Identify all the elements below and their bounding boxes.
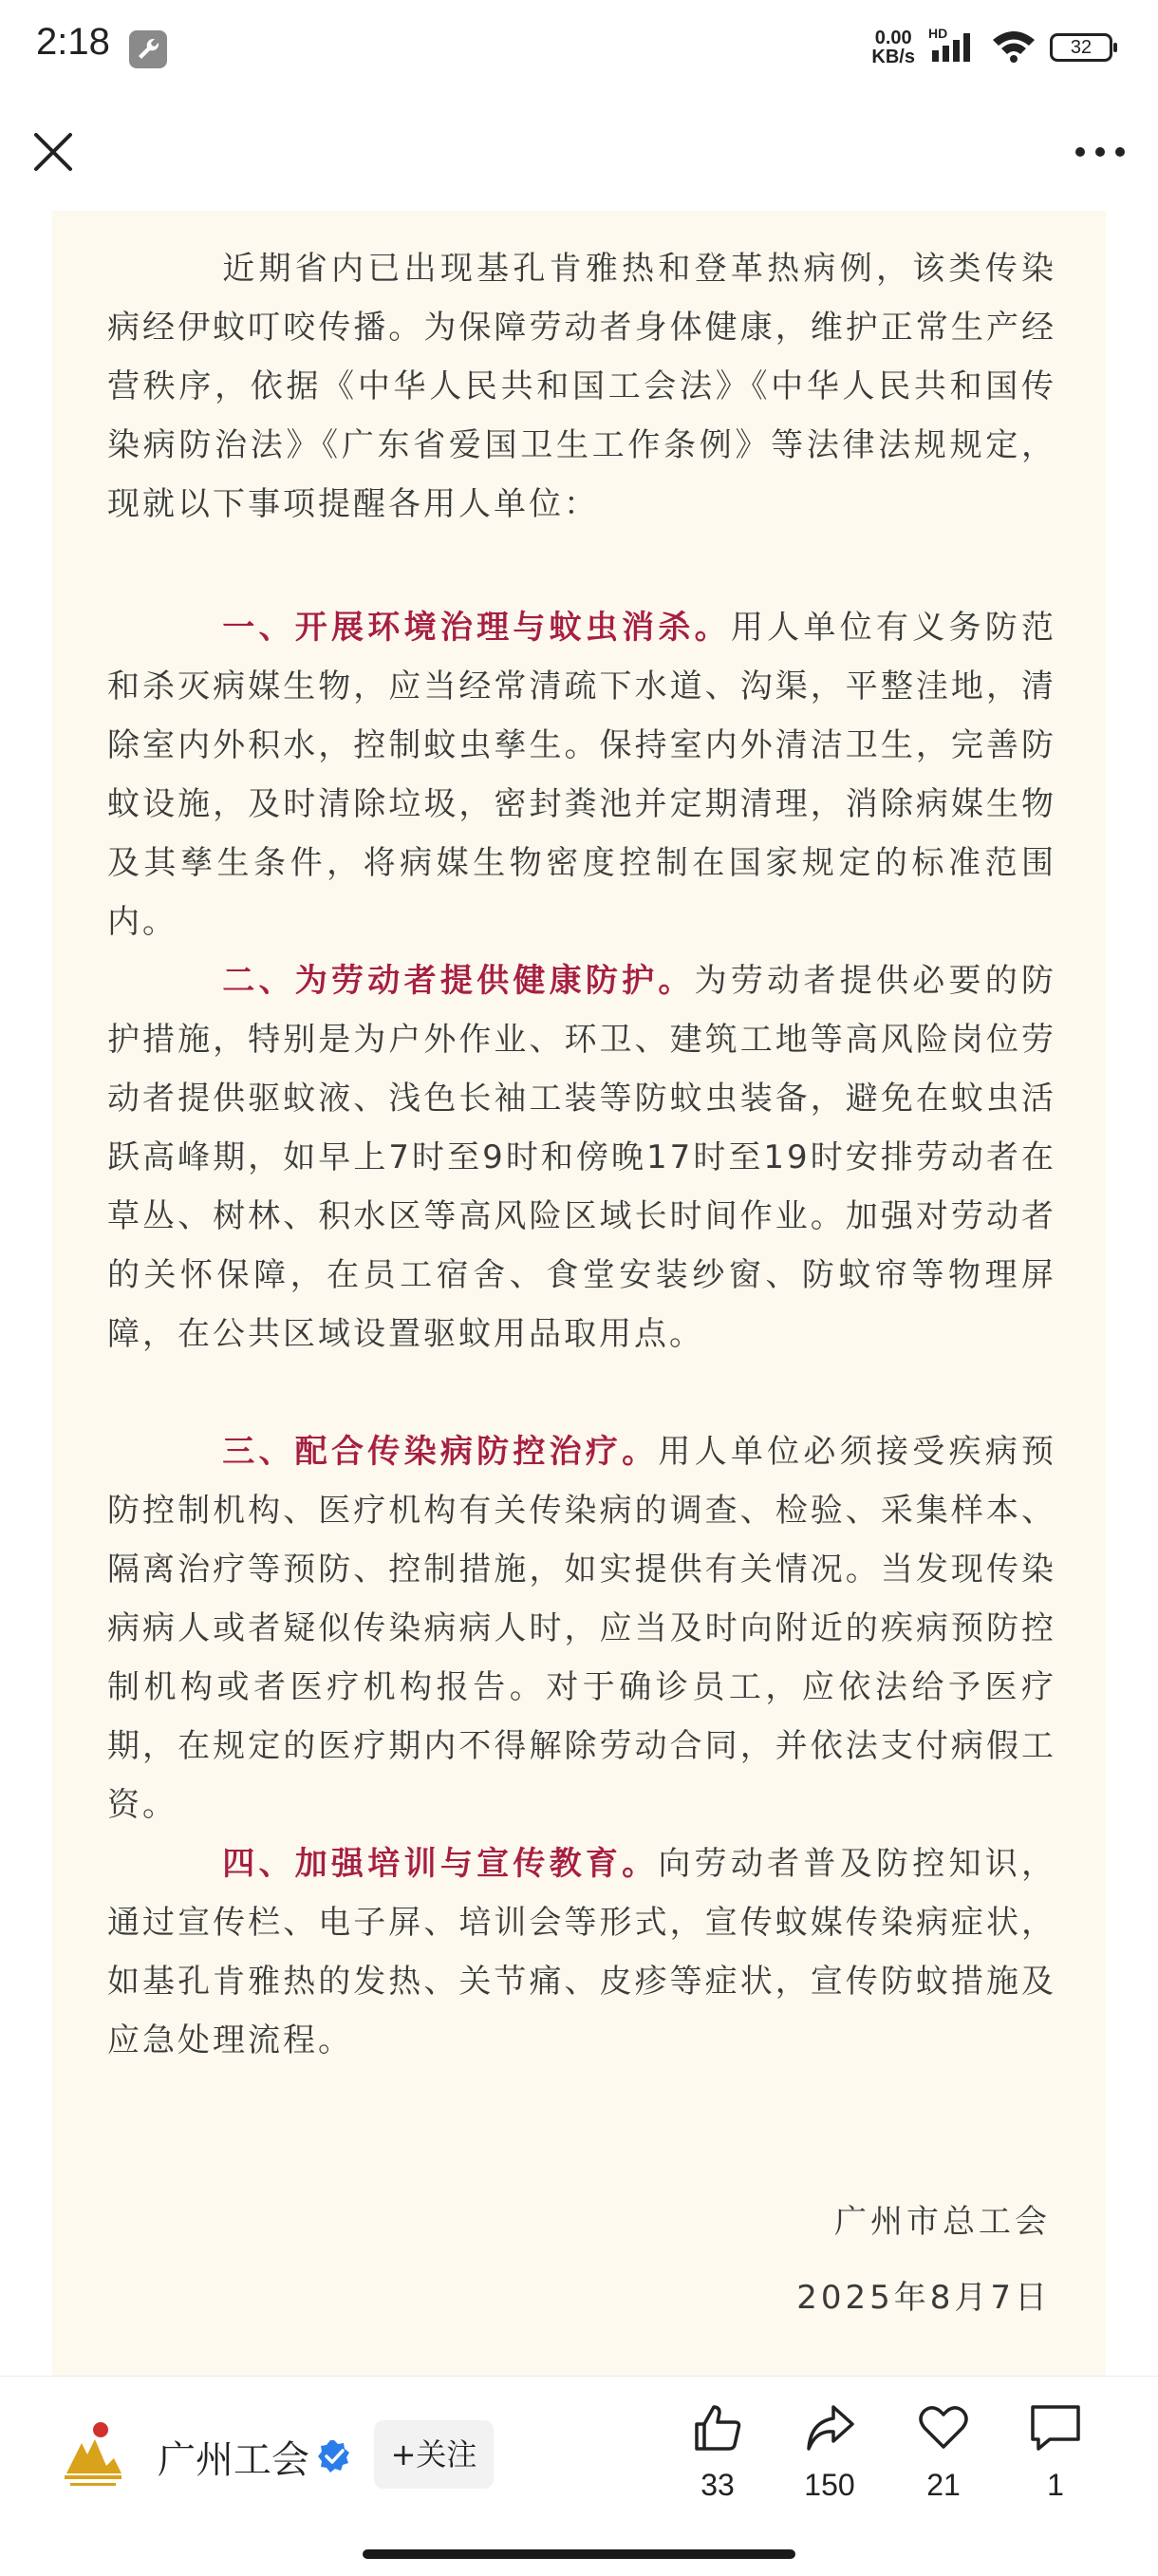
close-icon — [25, 123, 82, 180]
favorite-button[interactable] — [887, 2401, 1000, 2503]
article-intro — [107, 239, 1056, 534]
favorite-count: 21 — [926, 2468, 961, 2502]
section-body: 向劳动者普及防控知识，通过宣传栏、电子屏、培训会等形式，宣传蚊媒传染病症状，如基孔肯雅热的发热、关节痛、皮疹等症状，宣传防蚊措施及应急处理流程。 — [107, 1845, 1056, 2059]
section-body: 用人单位必须接受疾病预防控制机构、医疗机构有关传染病的调查、检验、采集样本、隔离治疗等预防、控制措施，如实提供有关情况。当发现传染病病人或者疑似传染病病人时，应当及时向附近的疾病预防控制机构或者医疗机构报告。对于确诊员工，应依法给予医疗期，在规定的医疗期内不得解除劳动合同，并依法支付病假工资。 — [107, 1433, 1056, 1824]
network-speed — [871, 28, 915, 66]
signal-icon — [928, 26, 978, 64]
section-body: 为劳动者提供必要的防护措施，特别是为户外作业、环卫、建筑工地等高风险岗位劳动者提供驱蚊液、浅色长袖工装等防蚊虫装备，避免在蚊虫活跃高峰期，如早上7时至9时和傍晚17时至19时安排劳动者在草丛、树林、积水区等高风险区域长时间作业。加强对劳动者的关怀保障，在员工宿舍、食堂安装纱窗、防蚊帘等物理屏障，在公共区域设置驱蚊用品取用点。 — [107, 962, 1057, 1353]
signal-hd-label: HD — [928, 26, 948, 41]
home-indicator[interactable] — [363, 2549, 795, 2559]
more-icon — [1067, 123, 1133, 180]
wifi-icon — [991, 28, 1037, 66]
union-logo-icon — [55, 2416, 131, 2492]
account-name[interactable]: 广州工会 — [158, 2438, 309, 2482]
comment-count: 1 — [1047, 2468, 1064, 2502]
status-time: 2:18 — [36, 21, 110, 63]
article-section-1 — [107, 598, 1056, 951]
section-heading: 一、开展环境治理与蚊虫消杀。 — [221, 609, 731, 647]
like-button[interactable] — [661, 2401, 775, 2503]
section-body: 用人单位有义务防范和杀灭病媒生物，应当经常清疏下水道、沟渠，平整洼地，清除室内外积水，控制蚊虫孳生。保持室内外清洁卫生，完善防蚊设施，及时清除垃圾，密封粪池并定期清理，消除病媒生物及其孳生条件，将病媒生物密度控制在国家规定的标准范围内。 — [107, 609, 1057, 941]
status-indicators — [871, 28, 1112, 66]
comment-button[interactable] — [999, 2401, 1112, 2503]
status-bar — [0, 0, 1158, 104]
network-speed-unit: KB/s — [871, 47, 915, 67]
intro-text: 近期省内已出现基孔肯雅热和登革热病例，该类传染病经伊蚊叮咬传播。为保障劳动者身体健康，维护正常生产经营秩序，依据《中华人民共和国工会法》《中华人民共和国传染病防治法》《广东省爱国卫生工作条例》等法律法规规定，现就以下事项提醒各用人单位： — [107, 250, 1056, 523]
verified-badge-icon — [317, 2439, 351, 2473]
article-section-3 — [107, 1422, 1056, 1834]
account-logo[interactable] — [55, 2416, 131, 2492]
heart-icon — [917, 2401, 970, 2454]
share-count: 150 — [804, 2468, 855, 2502]
article-body — [52, 211, 1106, 2376]
battery-icon: 32 — [1050, 33, 1112, 62]
network-speed-value: 0.00 — [874, 28, 912, 48]
top-nav — [0, 104, 1158, 209]
share-button[interactable] — [773, 2401, 887, 2503]
share-icon — [803, 2401, 856, 2454]
article-section-2 — [107, 951, 1056, 1363]
section-heading: 三、配合传染病防控治疗。 — [221, 1433, 659, 1471]
signature-date: 2025年8月7日 — [796, 2279, 1051, 2317]
comment-icon — [1027, 2401, 1084, 2454]
bottom-action-bar — [0, 2376, 1158, 2576]
section-heading: 二、为劳动者提供健康防护。 — [221, 962, 695, 1000]
close-button[interactable] — [25, 123, 82, 180]
like-count: 33 — [700, 2468, 735, 2502]
article-section-4 — [107, 1834, 1056, 2070]
wrench-icon — [129, 30, 167, 68]
thumbs-up-icon — [691, 2401, 744, 2454]
section-heading: 四、加强培训与宣传教育。 — [221, 1845, 659, 1883]
signature-organization: 广州市总工会 — [834, 2203, 1051, 2241]
more-options-button[interactable] — [1067, 123, 1133, 180]
follow-button[interactable]: +关注 — [374, 2420, 494, 2489]
